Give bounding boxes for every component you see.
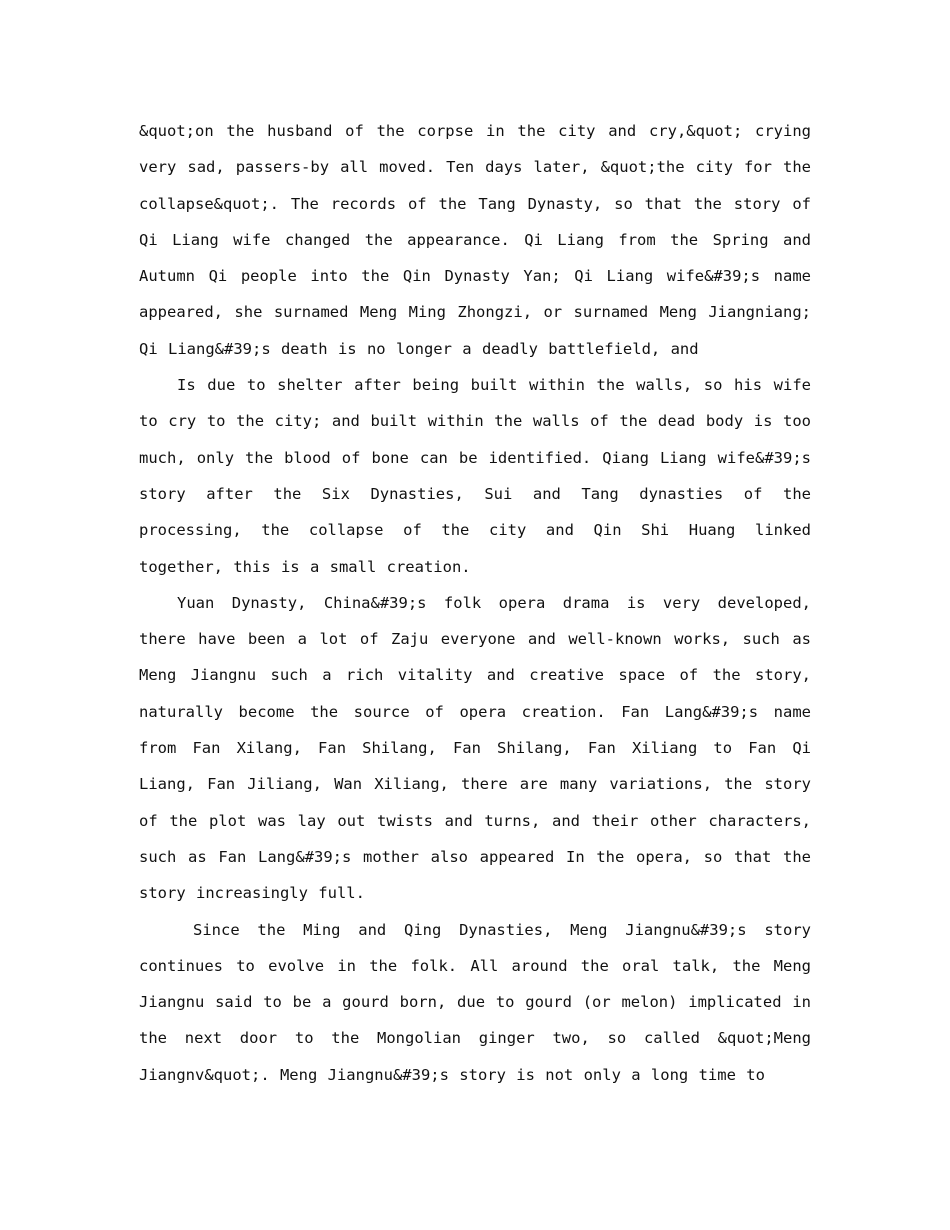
paragraph-2: Is due to shelter after being built within the walls, so his wife to cry to the city; and built within the walls of the dead body is too much, only the blood of bone can be identified. Qiang Liang wife&#39;s story after the Six Dynasties, Sui and Tang dynasties of the processing, the collapse of the city and Qin Shi Huang linked together, this is a small creation.	[139, 376, 811, 576]
paragraph-4: Since the Ming and Qing Dynasties, Meng Jiangnu&#39;s story continues to evolve in the folk. All around the oral talk, the Meng Jiangnu said to be a gourd born, due to gourd (or melon) implicated in the next door to the Mongolian ginger two, so called &quot;Meng Jiangnv&quot;. Meng Jiangnu&#39;s story is not only a long time to	[139, 920, 811, 1084]
paragraph-3: Yuan Dynasty, China&#39;s folk opera drama is very developed, there have been a lot of Zaju everyone and well-known works, such as Meng Jiangnu such a rich vitality and creative space of the story, naturally become the source of opera creation. Fan Lang&#39;s name from Fan Xilang, Fan Shilang, Fan Shilang, Fan Xiliang to Fan Qi Liang, Fan Jiliang, Wan Xiliang, there are many variations, the story of the plot was lay out twists and turns, and their other characters, such as Fan Lang&#39;s mother also appeared In the opera, so that the story increasingly full.	[139, 593, 811, 903]
paragraph-1: &quot;on the husband of the corpse in the city and cry,&quot; crying very sad, passers-by all moved. Ten days later, &quot;the city for the collapse&quot;. The records of the Tang Dynasty, so that the story of Qi Liang wife changed the appearance. Qi Liang from the Spring and Autumn Qi people into the Qin Dynasty Yan; Qi Liang wife&#39;s name appeared, she surnamed Meng Ming Zhongzi, or surnamed Meng Jiangniang; Qi Liang&#39;s death is no longer a deadly battlefield, and	[139, 122, 811, 358]
document-page	[139, 113, 811, 1093]
